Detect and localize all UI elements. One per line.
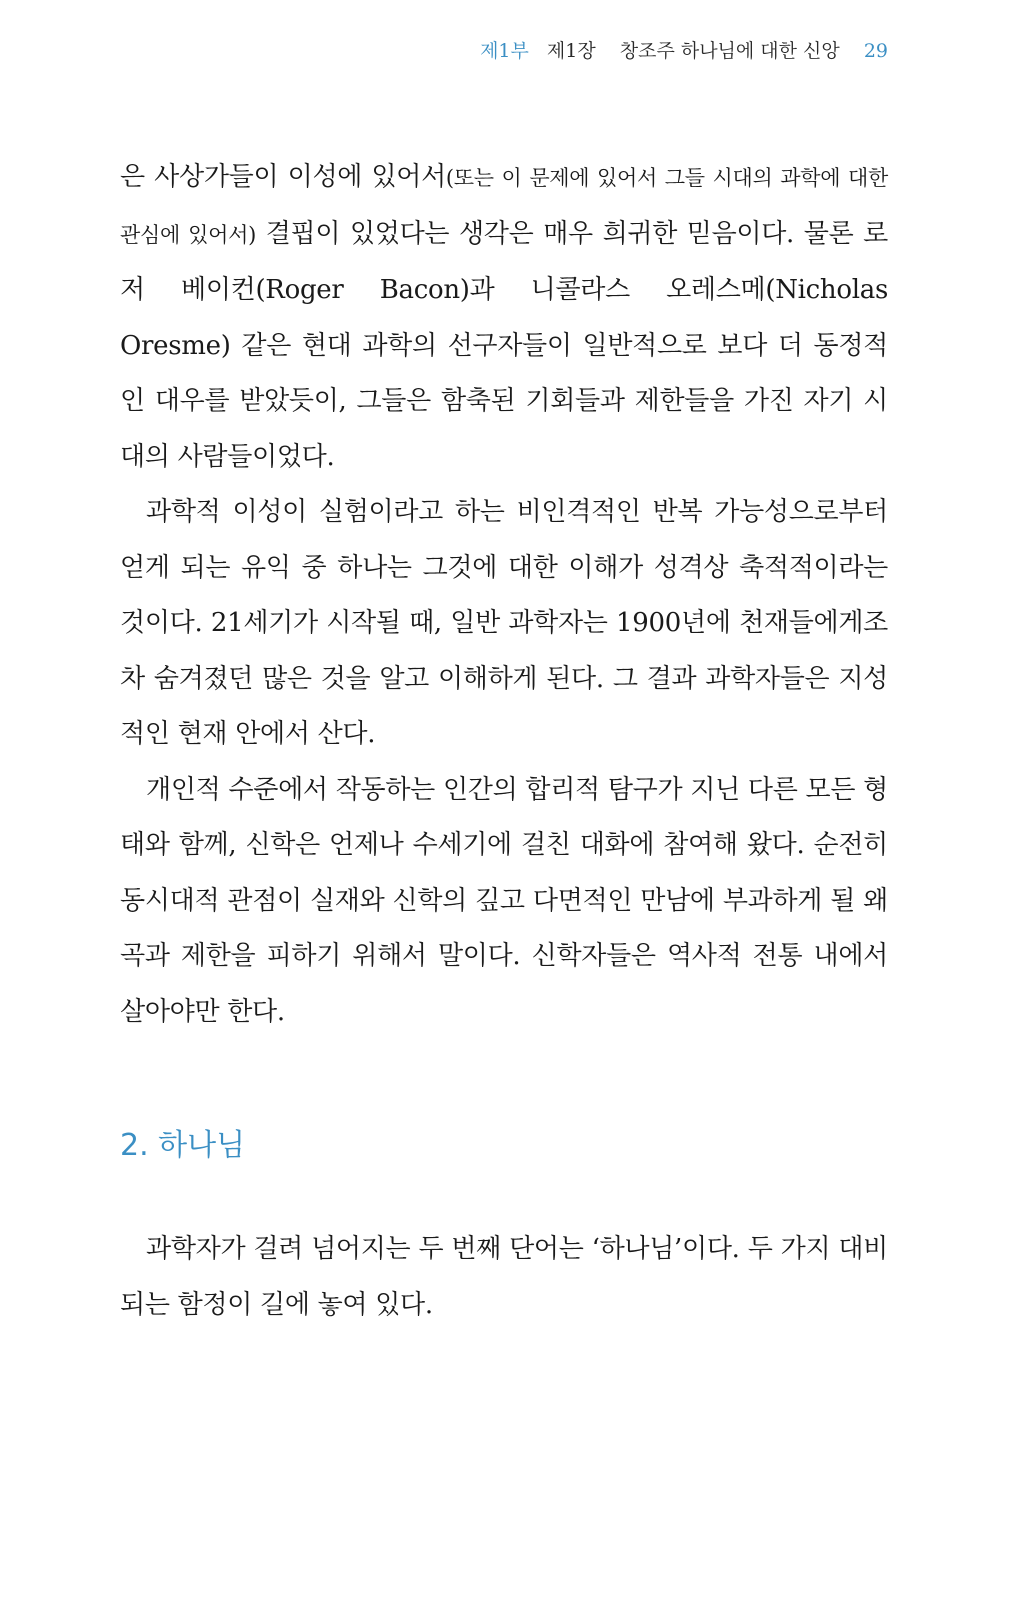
paragraph-text: 결핍이 있었다는 생각은 매우 희귀한 믿음이다. 물론 로저 베이컨(Roger Bacon)과 니콜라스 오레스메(Nicholas Oresme) 같은 현대 과학의 선구자들이 일반적으로 보다 더 동정적인 대우를 받았듯이, 그들은 함축된 기회들과 제한들을 가진 자기 시대의 사람들이었다. xyxy=(120,218,888,472)
body-text xyxy=(120,150,888,1040)
page-number: 29 xyxy=(863,40,888,62)
section-body xyxy=(120,1222,888,1333)
paragraph: 과학적 이성이 실험이라고 하는 비인격적인 반복 가능성으로부터 얻게 되는 유익 중 하나는 그것에 대한 이해가 성격상 축적적이라는 것이다. 21세기가 시작될 때, 일반 과학자는 1900년에 천재들에게조차 숨겨졌던 많은 것을 알고 이해하게 된다. 그 결과 과학자들은 지성적인 현재 안에서 산다. xyxy=(120,497,888,749)
running-header xyxy=(480,36,888,63)
paragraph: 과학자가 걸려 넘어지는 두 번째 단어는 ‘하나님’이다. 두 가지 대비되는 함정이 길에 놓여 있다. xyxy=(120,1234,888,1320)
chapter-title: 창조주 하나님에 대한 신앙 xyxy=(619,40,840,62)
section-heading: 2. 하나님 xyxy=(120,1128,246,1163)
chapter-label: 제1장 xyxy=(546,40,596,62)
parenthetical-aside: (또는 이 문제에 있어서 그들 시대의 과학에 대한 관심에 있어서) xyxy=(120,166,888,247)
part-label: 제1부 xyxy=(480,40,529,62)
paragraph-text: 은 사상가들이 이성에 있어서 xyxy=(120,162,446,192)
paragraph: 개인적 수준에서 작동하는 인간의 합리적 탐구가 지닌 다른 모든 형태와 함께, 신학은 언제나 수세기에 걸친 대화에 참여해 왔다. 순전히 동시대적 관점이 실재와 신학의 깊고 다면적인 만남에 부과하게 될 왜곡과 제한을 피하기 위해서 말이다. 신학자들은 역사적 전통 내에서 살아야만 한다. xyxy=(120,774,888,1027)
paragraph-continued xyxy=(120,150,888,485)
